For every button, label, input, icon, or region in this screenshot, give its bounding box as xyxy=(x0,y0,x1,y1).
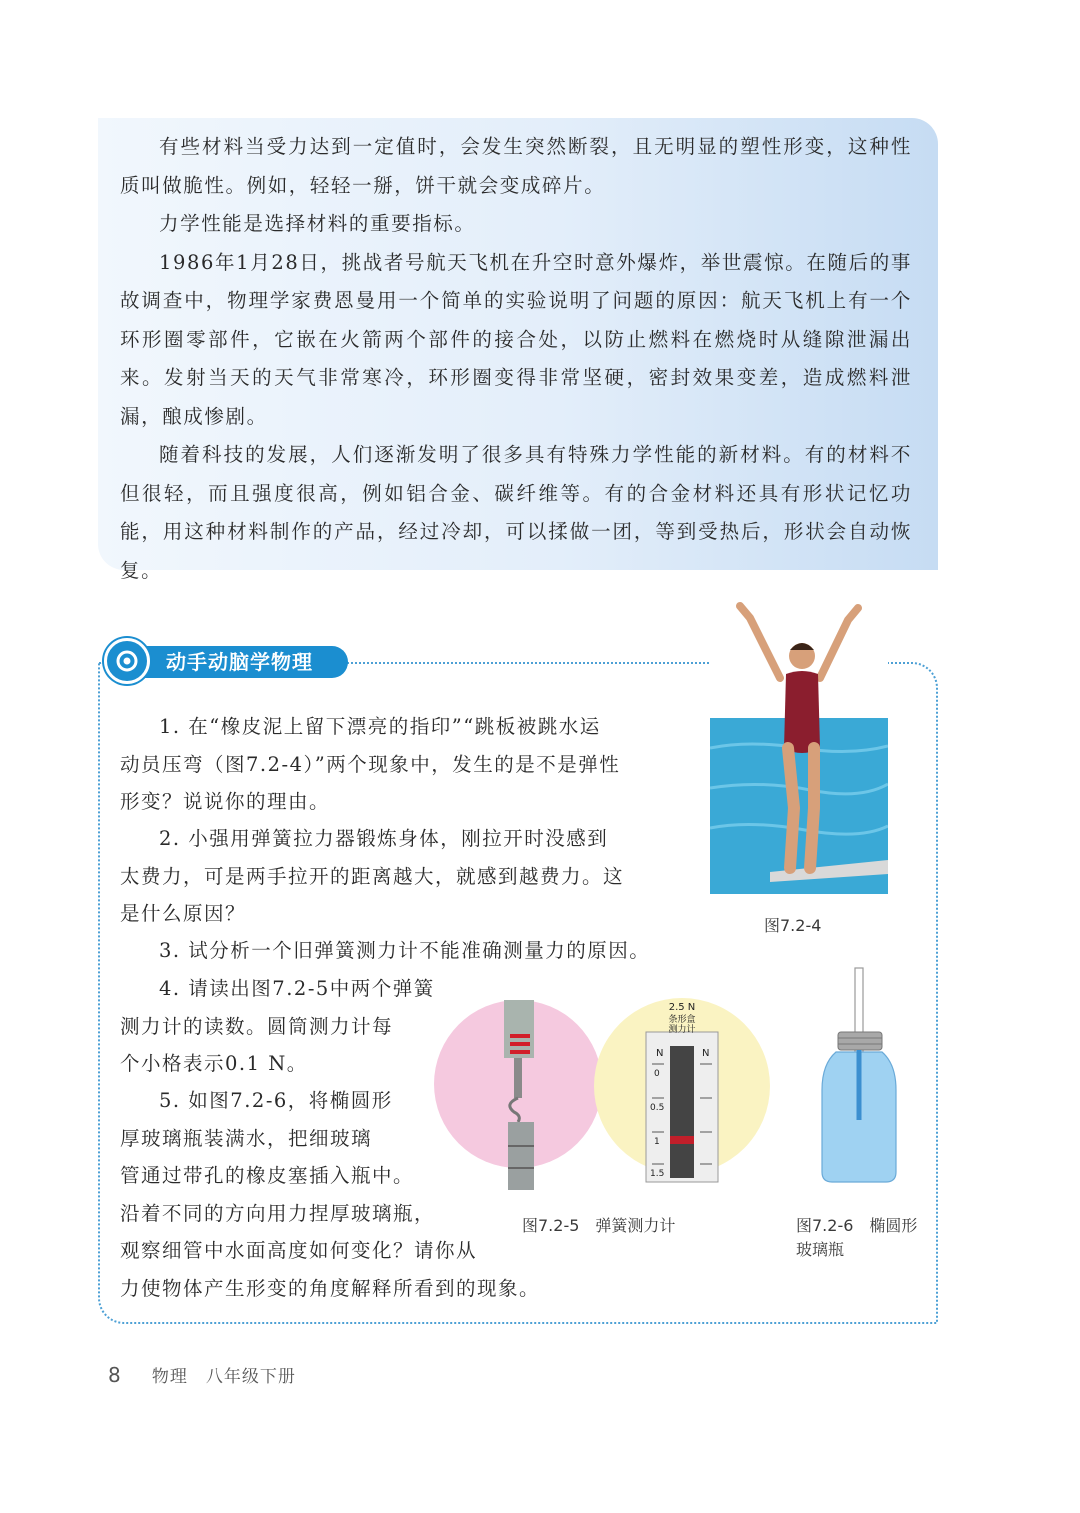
question-line: 沿着不同的方向用力捏厚玻璃瓶， xyxy=(120,1201,436,1225)
meter-tick-label: 1.5 xyxy=(650,1169,665,1179)
question-line: 动员压弯（图7.2-4）”两个现象中，发生的是不是弹性 xyxy=(120,752,621,776)
book-title: 物理 八年级下册 xyxy=(151,1367,296,1387)
bottle-caption-1: 图7.2-6 椭圆形 xyxy=(796,1216,918,1235)
question-line: 观察细管中水面高度如何变化？请你从 xyxy=(120,1239,478,1262)
diver-caption: 图7.2-4 xyxy=(764,916,822,935)
question-3 xyxy=(120,932,660,970)
question-line: 厚玻璃瓶装满水，把细玻璃 xyxy=(120,1126,373,1150)
meter-unit-right: N xyxy=(702,1048,710,1059)
meter-name-1: 条形盒 xyxy=(668,1015,696,1025)
meter-max-label: 2.5 N xyxy=(668,1002,696,1013)
meter-tick-label: 1 xyxy=(654,1137,660,1147)
meter-name-2: 测力计 xyxy=(668,1025,696,1035)
bottle-figure xyxy=(818,966,900,1186)
question-2 xyxy=(120,820,640,933)
reading-box xyxy=(98,118,938,582)
activity-header xyxy=(104,638,354,684)
question-line: 个小格表示0.1 N。 xyxy=(120,1052,308,1075)
question-1 xyxy=(120,708,640,821)
question-line: 4. 请读出图7.2-5中两个弹簧 xyxy=(159,977,435,1000)
question-line: 1. 在“橡皮泥上留下漂亮的指印”“跳板被跳水运 xyxy=(159,715,601,738)
question-line: 力使物体产生形变的角度解释所看到的现象。 xyxy=(120,1276,541,1300)
spring-scales-figure xyxy=(434,998,774,1198)
question-line: 是什么原因？ xyxy=(120,902,247,925)
diver-photo xyxy=(710,598,888,894)
reading-paragraph-1: 有些材料当受力达到一定值时，会发生突然断裂，且无明显的塑性形变，这种性质叫做脆性。例如，轻轻一掰，饼干就会变成碎片。 xyxy=(120,135,912,197)
question-line: 太费力，可是两手拉开的距离越大，就感到越费力。这 xyxy=(120,864,625,888)
question-line: 测力计的读数。圆筒测力计每 xyxy=(120,1014,394,1038)
bottle-caption-2: 玻璃瓶 xyxy=(796,1240,845,1259)
target-icon xyxy=(104,638,150,684)
question-line: 5. 如图7.2-6，将椭圆形 xyxy=(159,1089,393,1112)
question-line: 3. 试分析一个旧弹簧测力计不能准确测量力的原因。 xyxy=(159,939,651,962)
activity-title: 动手动脑学物理 xyxy=(144,646,348,678)
page-number: 8 xyxy=(108,1363,121,1387)
meter-tick-label: 0.5 xyxy=(650,1103,665,1113)
question-4 xyxy=(120,970,450,1083)
meter-unit-left: N xyxy=(656,1048,664,1059)
reading-paragraph-2: 力学性能是选择材料的重要指标。 xyxy=(159,212,476,235)
question-line: 形变？说说你的理由。 xyxy=(120,790,331,813)
page-footer xyxy=(108,1362,296,1387)
reading-paragraph-3: 1986年1月28日，挑战者号航天飞机在升空时意外爆炸，举世震惊。在随后的事故调查中，物理学家费恩曼用一个简单的实验说明了问题的原因：航天飞机上有一个环形圈零部件，它嵌在火箭两个部件的接合处，以防止燃料在燃烧时从缝隙泄漏出来。发射当天的天气非常寒冷，环形圈变得非常坚硬，密封效果变差，造成燃料泄漏，酿成惨剧。 xyxy=(120,250,912,428)
springs-caption: 图7.2-5 弹簧测力计 xyxy=(522,1216,676,1235)
meter-tick-label: 0 xyxy=(654,1069,660,1079)
question-line: 管通过带孔的橡皮塞插入瓶中。 xyxy=(120,1164,415,1187)
question-line: 2. 小强用弹簧拉力器锻炼身体，刚拉开时没感到 xyxy=(159,827,609,850)
reading-paragraph-4: 随着科技的发展，人们逐渐发明了很多具有特殊力学性能的新材料。有的材料不但很轻，而且强度很高，例如铝合金、碳纤维等。有的合金材料还具有形状记忆功能，用这种材料制作的产品，经过冷却，可以揉做一团，等到受热后，形状会自动恢复。 xyxy=(120,443,912,582)
